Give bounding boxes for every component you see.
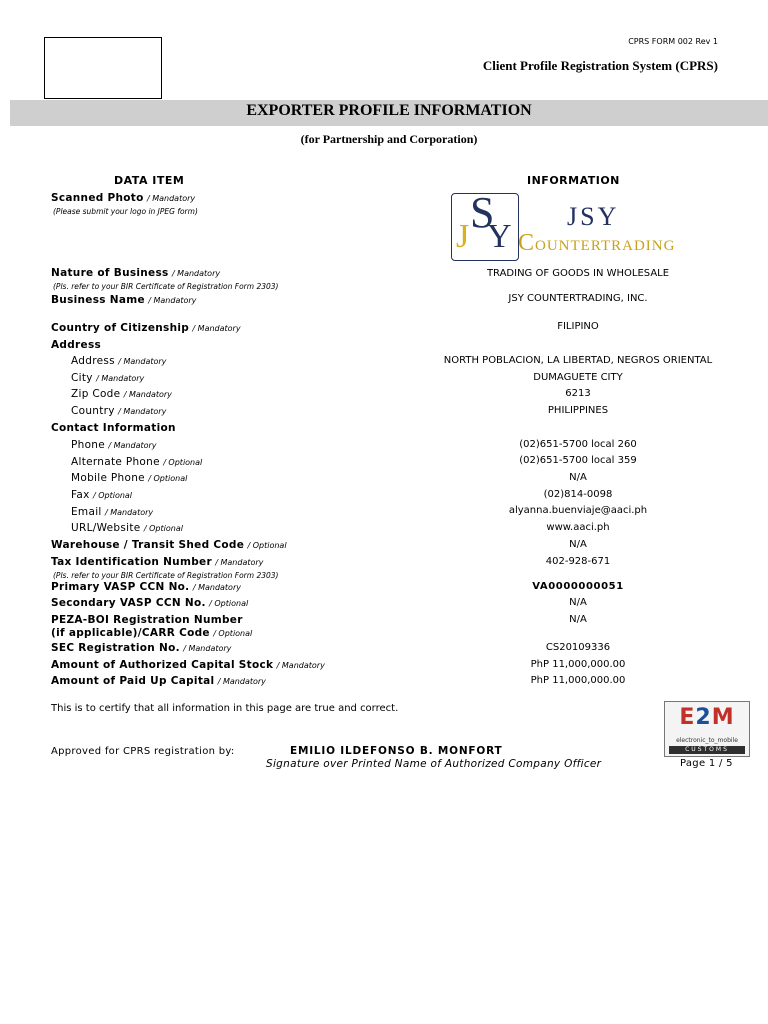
field-label: Nature of Business	[51, 267, 169, 279]
row-city	[71, 372, 144, 385]
field-label: Amount of Paid Up Capital	[51, 675, 215, 687]
group-contact-information	[51, 422, 176, 435]
value-country: PHILIPPINES	[547, 405, 609, 416]
value-nature-of-business: TRADING OF GOODS IN WHOLESALE	[486, 268, 670, 279]
logo-subtitle: COUNTERTRADING	[518, 230, 676, 256]
field-tag: / Mandatory	[108, 441, 157, 450]
field-tag: / Mandatory	[276, 661, 325, 670]
field-tag: / Mandatory	[118, 407, 167, 416]
signature-caption: Signature over Printed Name of Authorized Company Officer	[266, 758, 602, 770]
value-alternate-phone: (02)651-5700 local 359	[519, 455, 637, 466]
value-mobile-phone: N/A	[569, 472, 587, 483]
e2m-tagline: electronic_to_mobile	[676, 737, 738, 744]
logo-monogram-j: J	[456, 218, 470, 255]
row-warehouse-code	[51, 539, 287, 552]
field-tag: / Mandatory	[192, 324, 241, 333]
value-zip-code: 6213	[565, 388, 591, 399]
group-label: Address	[51, 339, 102, 351]
row-url-website	[71, 522, 183, 535]
field-tag: / Mandatory	[183, 644, 232, 653]
field-tag: / Optional	[143, 524, 183, 533]
row-phone	[71, 439, 157, 452]
field-label: Fax	[71, 489, 90, 501]
field-tag: / Optional	[163, 458, 203, 467]
form-code: CPRS FORM 002 Rev 1	[628, 37, 718, 46]
field-tag: / Mandatory	[217, 677, 266, 686]
e2m-customs-logo	[664, 701, 750, 757]
system-title: Client Profile Registration System (CPRS)	[482, 58, 718, 73]
value-paid-up-capital: PhP 11,000,000.00	[530, 675, 626, 686]
row-peza-boi	[51, 614, 252, 639]
row-sec-registration	[51, 642, 231, 655]
page-subtitle: (for Partnership and Corporation)	[300, 132, 478, 146]
field-label: Secondary VASP CCN No.	[51, 597, 206, 609]
row-scanned-photo	[51, 192, 198, 217]
field-tag: / Mandatory	[104, 508, 154, 517]
row-authorized-capital	[51, 659, 325, 672]
photo-box	[44, 37, 162, 99]
row-country	[71, 405, 166, 418]
value-sec-registration: CS20109336	[545, 642, 611, 653]
field-tag: / Mandatory	[192, 583, 241, 592]
field-tag: / Mandatory	[146, 194, 196, 203]
field-label-line2: (if applicable)/CARR Code	[51, 626, 210, 639]
value-secondary-vasp: N/A	[569, 597, 587, 608]
value-url-website: www.aaci.ph	[546, 522, 610, 533]
row-tax-identification-number	[51, 556, 278, 581]
logo-name: JSY	[567, 202, 620, 231]
row-nature-of-business	[51, 267, 278, 292]
field-tag: / Optional	[92, 491, 133, 500]
field-label: PEZA-BOI Registration Number	[51, 614, 243, 626]
e2m-mark: E2M	[679, 705, 735, 730]
field-label: Scanned Photo	[51, 192, 144, 204]
field-label: Business Name	[51, 294, 145, 306]
field-label: Primary VASP CCN No.	[51, 581, 190, 593]
row-secondary-vasp	[51, 597, 248, 610]
e2m-customs-label: CUSTOMS	[669, 746, 745, 754]
row-zip-code	[71, 388, 172, 401]
value-primary-vasp: VA0000000051	[532, 581, 624, 592]
value-tax-identification-number: 402-928-671	[545, 556, 611, 567]
field-tag: / Mandatory	[118, 357, 167, 366]
row-primary-vasp	[51, 581, 241, 594]
value-address: NORTH POBLACION, LA LIBERTAD, NEGROS ORIENTAL	[443, 355, 713, 366]
value-fax: (02)814-0098	[543, 489, 613, 500]
approved-label: Approved for CPRS registration by:	[51, 746, 235, 757]
field-label: Phone	[71, 439, 106, 451]
column-header-data-item: DATA ITEM	[114, 174, 185, 187]
page-title: EXPORTER PROFILE INFORMATION	[246, 102, 532, 119]
logo-monogram-y: Y	[487, 218, 512, 255]
column-header-information: INFORMATION	[527, 174, 620, 187]
row-country-of-citizenship	[51, 322, 241, 335]
value-city: DUMAGUETE CITY	[533, 372, 623, 383]
field-tag: / Optional	[213, 628, 253, 638]
field-label: Warehouse / Transit Shed Code	[51, 539, 245, 551]
field-label: Email	[71, 506, 102, 518]
field-label: Zip Code	[71, 388, 121, 400]
group-label: Contact Information	[51, 422, 176, 434]
value-country-of-citizenship: FILIPINO	[557, 321, 599, 332]
field-tag: / Mandatory	[171, 269, 221, 278]
logo-monogram-s: S	[470, 188, 495, 237]
field-tag: / Optional	[148, 474, 188, 483]
field-label: URL/Website	[71, 522, 141, 534]
row-alternate-phone	[71, 456, 202, 469]
group-address	[51, 339, 101, 352]
field-label: Country of Citizenship	[51, 322, 190, 334]
value-phone: (02)651-5700 local 260	[519, 439, 637, 450]
field-tag: / Mandatory	[215, 558, 264, 567]
field-note: (Pls. refer to your BIR Certificate of Registration Form 2303)	[53, 570, 279, 580]
row-fax	[71, 489, 132, 502]
field-tag: / Mandatory	[96, 374, 145, 383]
field-tag: / Optional	[247, 541, 287, 550]
row-address	[71, 355, 166, 368]
field-label: City	[71, 372, 93, 384]
field-tag: / Mandatory	[123, 390, 172, 399]
value-peza-boi: N/A	[569, 614, 587, 625]
field-tag: / Optional	[209, 599, 249, 608]
row-business-name	[51, 294, 196, 307]
value-warehouse-code: N/A	[569, 539, 587, 550]
field-tag: / Mandatory	[148, 296, 197, 305]
row-mobile-phone	[71, 472, 187, 485]
field-label: Address	[71, 355, 115, 367]
field-label: Tax Identification Number	[51, 556, 212, 568]
value-email: alyanna.buenviaje@aaci.ph	[508, 505, 648, 516]
value-business-name: JSY COUNTERTRADING, INC.	[508, 293, 648, 304]
field-label: SEC Registration No.	[51, 642, 180, 654]
field-note: (Pls. refer to your BIR Certificate of Registration Form 2303)	[53, 281, 279, 291]
field-note: (Please submit your logo in JPEG form)	[53, 206, 198, 216]
row-paid-up-capital	[51, 675, 266, 688]
field-label: Country	[71, 405, 115, 417]
officer-name: EMILIO ILDEFONSO B. MONFORT	[290, 745, 503, 757]
field-label: Amount of Authorized Capital Stock	[51, 659, 274, 671]
certification-statement: This is to certify that all information in this page are true and correct.	[51, 703, 399, 714]
field-label: Alternate Phone	[71, 456, 160, 468]
field-label: Mobile Phone	[71, 472, 145, 484]
row-email	[71, 506, 153, 519]
value-authorized-capital: PhP 11,000,000.00	[530, 659, 626, 670]
page-number: Page 1 / 5	[680, 758, 733, 769]
